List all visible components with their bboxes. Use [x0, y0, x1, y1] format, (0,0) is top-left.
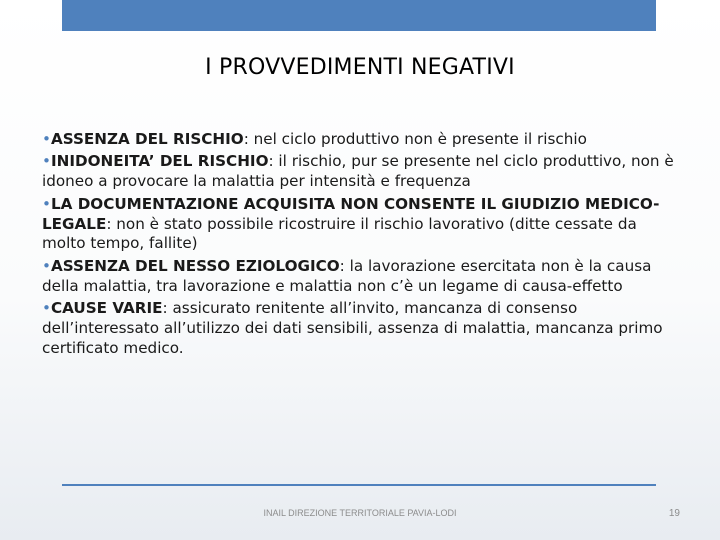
- bullet-heading: ASSENZA DEL NESSO EZIOLOGICO: [50, 256, 340, 275]
- bullet-item-nesso-eziologico: [42, 257, 682, 297]
- slide-body: [42, 130, 682, 361]
- page-number: 19: [668, 508, 680, 519]
- bullet-text: : la lavorazione esercitata non è la causa della malattia, tra lavorazione e malattia non c’è un legame di causa-effetto: [42, 256, 652, 295]
- footer-divider: [62, 484, 656, 486]
- bullet-heading: CAUSE VARIE: [50, 299, 163, 318]
- bullet-item-cause-varie: [42, 299, 682, 358]
- bullet-text: : il rischio, pur se presente nel ciclo produttivo, non è idoneo a provocare la malattia per intensità e frequenza: [42, 152, 674, 191]
- bullet-icon: •: [42, 130, 51, 148]
- bullet-text: : non è stato possibile ricostruire il rischio lavorativo (ditte cessate da molto tempo, fallite): [42, 214, 637, 253]
- bullet-icon: •: [42, 152, 51, 171]
- bullet-icon: •: [42, 256, 51, 275]
- bullet-heading: LA DOCUMENTAZIONE ACQUISITA NON CONSENTE IL GIUDIZIO MEDICO-LEGALE: [42, 194, 660, 233]
- bullet-text: : nel ciclo produttivo non è presente il rischio: [243, 130, 587, 148]
- bullet-item-documentazione: [42, 195, 682, 254]
- bullet-text: : assicurato renitente all’invito, mancanza di consenso dell’interessato all’utilizzo dei dati sensibili, assenza di malattia, mancanza primo certificato medico.: [42, 299, 663, 357]
- bullet-item-assenza-rischio: [42, 130, 682, 150]
- bullet-heading: ASSENZA DEL RISCHIO: [50, 130, 244, 148]
- bullet-icon: •: [42, 299, 51, 318]
- slide-title: I PROVVEDIMENTI NEGATIVI: [205, 55, 515, 80]
- top-accent-bar: [62, 0, 656, 31]
- bullet-item-inidoneita-rischio: [42, 152, 682, 192]
- footer-text: INAIL DIREZIONE TERRITORIALE PAVIA-LODI: [263, 508, 457, 518]
- bullet-heading: INIDONEITA’ DEL RISCHIO: [50, 152, 269, 171]
- bullet-icon: •: [42, 194, 51, 213]
